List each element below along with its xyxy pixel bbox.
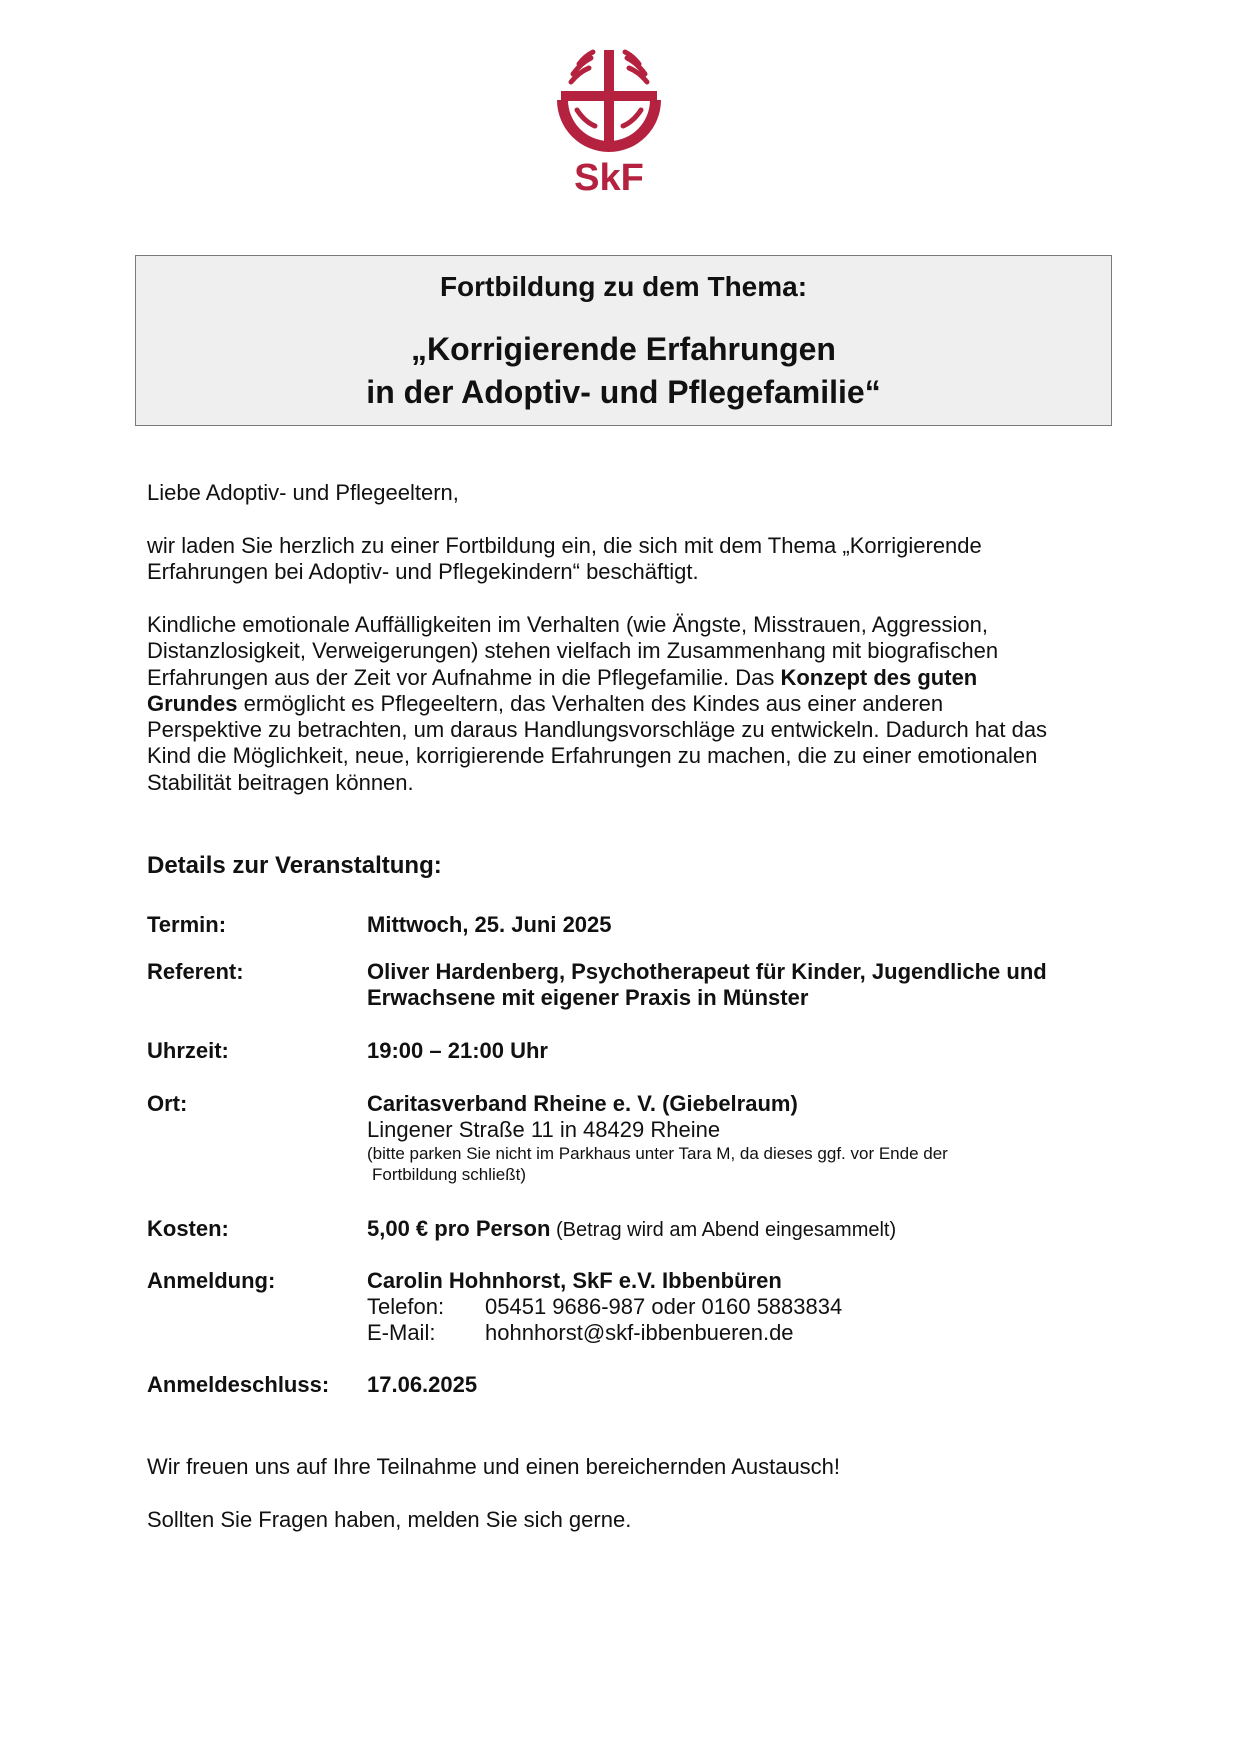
anmeldeschluss-label: Anmeldeschluss:: [147, 1372, 330, 1397]
anmeldeschluss-value: 17.06.2025: [367, 1372, 478, 1397]
termin-value: Mittwoch, 25. Juni 2025: [367, 912, 612, 937]
body-line: [147, 691, 1047, 717]
referent-line: Oliver Hardenberg, Psychotherapeut für Kinder, Jugendliche und: [367, 959, 1047, 984]
anmeldung-phone-row: [367, 1294, 842, 1320]
email-address[interactable]: hohnhorst@skf-ibbenbueren.de: [485, 1320, 794, 1345]
intro-line: Erfahrungen bei Adoptiv- und Pflegekindern“ beschäftigt.: [147, 559, 699, 585]
email-label: E-Mail:: [367, 1320, 436, 1345]
kosten-label: Kosten:: [147, 1216, 229, 1241]
kosten-value: [367, 1216, 896, 1243]
body-line: Kindliche emotionale Auffälligkeiten im Verhalten (wie Ängste, Misstrauen, Aggression,: [147, 612, 988, 637]
intro-paragraph: [147, 533, 982, 586]
body-text: ermöglicht es Pflegeeltern, das Verhalten des Kindes aus einer anderen: [237, 690, 944, 716]
referent-line: Erwachsene mit eigener Praxis in Münster: [367, 985, 809, 1010]
title-topic-line2: in der Adoptiv- und Pflegefamilie“: [366, 374, 881, 410]
anmeldung-value: [367, 1268, 842, 1346]
referent-value: [367, 959, 1047, 1011]
anmeldung-email-row: [367, 1320, 842, 1346]
greeting: Liebe Adoptiv- und Pflegeeltern,: [147, 480, 459, 505]
kosten-note: (Betrag wird am Abend eingesammelt): [550, 1219, 897, 1241]
referent-label: Referent:: [147, 959, 244, 984]
phone-label: Telefon:: [367, 1294, 445, 1319]
skf-logo: [549, 48, 669, 198]
ort-note: (bitte parken Sie nicht im Parkhaus unter Tara M, da dieses ggf. vor Ende der: [367, 1144, 948, 1163]
body-line: Distanzlosigkeit, Verweigerungen) stehen vielfach im Zusammenhang mit biografischen: [147, 638, 999, 664]
body-paragraph: [147, 612, 1047, 796]
title-topic-line1: „Korrigierende Erfahrungen: [411, 331, 836, 367]
body-line: Perspektive zu betrachten, um daraus Handlungsvorschläge zu entwickeln. Dadurch hat das: [147, 717, 1048, 743]
phone-number: 05451 9686-987 oder 0160 5883834: [485, 1294, 843, 1319]
ort-label: Ort:: [147, 1091, 188, 1116]
body-text: Erfahrungen aus der Zeit vor Aufnahme in die Pflegefamilie. Das: [147, 664, 781, 690]
body-line: Kind die Möglichkeit, neue, korrigierende Erfahrungen zu machen, die zu einer emotionalen: [147, 743, 1038, 769]
anmeldung-label: Anmeldung:: [147, 1268, 276, 1293]
closing-line: Wir freuen uns auf Ihre Teilnahme und einen bereichernden Austausch!: [147, 1454, 841, 1479]
ort-address: Lingener Straße 11 in 48429 Rheine: [367, 1117, 721, 1142]
body-line: Stabilität beitragen können.: [147, 769, 414, 795]
intro-line: wir laden Sie herzlich zu einer Fortbildung ein, die sich mit dem Thema „Korrigierende: [147, 533, 982, 558]
body-emphasis: Grundes: [147, 690, 238, 716]
title-box: [135, 255, 1112, 426]
ort-value: [367, 1091, 948, 1185]
title-kicker: Fortbildung zu dem Thema:: [439, 271, 808, 302]
closing-line: Sollten Sie Fragen haben, melden Sie sich gerne.: [147, 1507, 632, 1532]
details-heading: Details zur Veranstaltung:: [147, 852, 442, 879]
ort-note: Fortbildung schließt): [372, 1165, 527, 1184]
title-topic: [136, 328, 1111, 414]
ort-name: Caritasverband Rheine e. V. (Giebelraum): [367, 1091, 798, 1116]
kosten-amount: 5,00 € pro Person: [367, 1216, 551, 1241]
body-line: [147, 665, 1047, 691]
uhrzeit-value: 19:00 – 21:00 Uhr: [367, 1038, 548, 1063]
logo-wordmark: SkF: [574, 157, 644, 198]
body-emphasis: Konzept des guten: [780, 664, 978, 690]
termin-label: Termin:: [147, 912, 227, 937]
anmeldung-contact: Carolin Hohnhorst, SkF e.V. Ibbenbüren: [367, 1268, 782, 1293]
uhrzeit-label: Uhrzeit:: [147, 1038, 229, 1063]
